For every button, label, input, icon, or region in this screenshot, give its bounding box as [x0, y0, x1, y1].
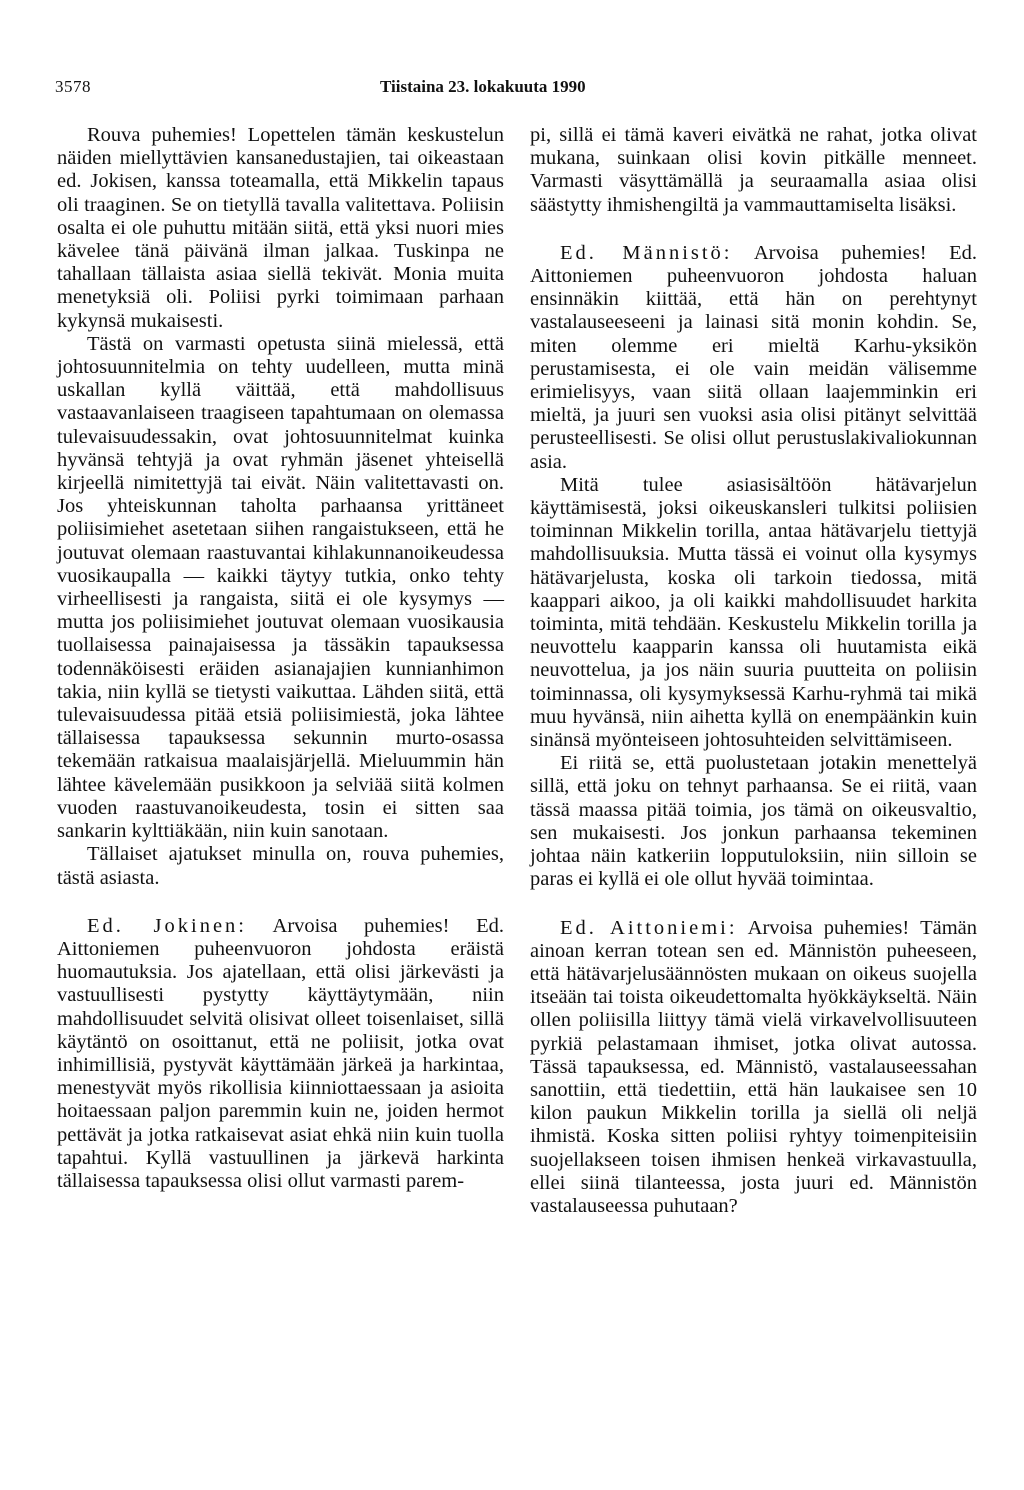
speech-mannisto	[530, 242, 977, 474]
page-number: 3578	[55, 77, 91, 96]
paragraph: Tällaiset ajatukset minulla on, rouva puhemies, tästä asiasta.	[57, 843, 504, 889]
speaker-name: Ed. Jokinen:	[87, 914, 248, 937]
left-column	[57, 124, 504, 1193]
paragraph: pi, sillä ei tämä kaveri eivätkä ne rahat, jotka olivat mukana, suinkaan olisi kovin pitkälle menneet. Varmasti väsyttämällä ja seuraamalla asiaa olisi säästytty ihmishengiltä ja vammauttamiselta lisäksi.	[530, 124, 977, 216]
speaker-name: Ed. Aittoniemi:	[560, 916, 738, 939]
speech-text: Arvoisa puhemies! Ed. Aittoniemen puheenvuoron johdosta haluan ensinnäkin kiittää, että hän on perehtynyt vastalauseeseeni ja lainasi sitä monin kohdin. Se, miten olemme eri mieltä Karhu-yksikön perustamisesta, ei ole vain meidän välisemme erimielisyys, vaan siitä ollaan laajemminkin eri mieltä, ja juuri sen vuoksi asia olisi pitänyt selvittää perusteellisesti. Se olisi ollut perustuslakivaliokunnan asia.	[530, 241, 977, 473]
paragraph: Mitä tulee asiasisältöön hätävarjelun käyttämisestä, joksi oikeuskansleri tulkitsi poliisien toiminnan Mikkelin torilla, antaa hätävarjelu tiettyjä mahdollisuuksia. Mutta tässä ei voinut olla kysymys hätävarjelusta, koska oli tarkoin tiedossa, mitä kaappari aikoo, ja oli kaikki mahdollisuudet harkita toiminta, mitä tehdään. Keskustelu Mikkelin torilla ja neuvottelu kaapparin kanssa oli huutamista eikä neuvottelua, ja jos näin suuria puutteita on poliisin toiminnassa, oli kysymyksessä Karhu-ryhmä tai mikä muu hyvänsä, niin aihetta kyllä on enempäänkin kuin sinänsä myönteiseen johtosuhteiden selvittämiseen.	[530, 473, 977, 752]
paragraph: Rouva puhemies! Lopettelen tämän keskustelun näiden miellyttävien kansanedustajien, tai oikeastaan ed. Jokisen, kanssa toteamalla, että Mikkelin tapaus oli traaginen. Se on tietyllä tavalla valitettava. Poliisin osalta ei ole puhuttu mitään siitä, että yksi nuori mies kävelee tänä päivänä ilman jalkaa. Tuskinpa ne tahallaan tällaista asiaa siellä tekivät. Monia muita menetyksiä oli. Poliisi pyrki toimimaan parhaan kykynsä mukaisesti.	[57, 124, 504, 332]
speaker-name: Ed. Männistö:	[560, 241, 733, 264]
paragraph: Tästä on varmasti opetusta siinä mielessä, että johtosuunnitelmia on tehty uudelleen, mutta minä uskallan kyllä väittää, että mahdollisuus vastaavanlaiseen traagiseen tapahtumaan on olemassa tulevaisuudessakin, ovat johtosuunnitelmat kuinka hyvänsä tehtyjä ja ovat ryhmän jäsenet yhteisellä kirjeellä nimitettyjä tai eivät. Näin valitettavasti on. Jos yhteiskunnan taholta parhaansa yrittäneet poliisimiehet asetetaan siihen rangaistukseen, että he joutuvat olemaan raastuvantai kihlakunnanoikeudessa vuosikaupalla — kaikki täytyy tutkia, onko tehty virheellisesti ja rangaista, siitä ei ole kysymys — mutta jos poliisimiehet joutuvat olemaan vuosikausia tuollaisessa painajaisessa ja tässäkin tapauksessa todennäköisesti eräiden asianajajien kunnianhimon takia, niin kyllä se tietysti vaikuttaa. Lähden siitä, että tulevaisuudessa pitää etsiä poliisimiestä, joka lähtee tällaisessa tapauksessa sekunnin murto-osassa tekemään ratkaisua maalaisjärjellä. Mieluummin hän lähtee kävelemään pusikkoon ja selviää siitä kolmen vuoden raastuvanoikeudesta, tosin ei sitten saa sankarin kylttiäkään, niin kuin sanotaan.	[57, 332, 504, 843]
speech-aittoniemi	[530, 917, 977, 1219]
right-column	[530, 124, 977, 1218]
page-date-header: Tiistaina 23. lokakuuta 1990	[380, 77, 586, 96]
speech-jokinen	[57, 915, 504, 1193]
speech-text: Arvoisa puhemies! Tämän ainoan kerran totean sen ed. Männistön puheeseen, että hätävarjelusäännösten mukaan on oikeus suojella itseään tai toista oikeudettomalta hyökkäykseltä. Näin ollen poliisilla liittyy tämä vielä virkavelvollisuuteen pyrkiä pelastamaan ihmiset, jotka olivat autossa. Tässä tapauksessa, ed. Männistö, vastalauseessahan sanottiin, että tiedettiin, että hän laukaisee sen 10 kilon paukun Mikkelin torilla ja siellä oli neljä ihmistä. Koska sitten poliisi ryhtyy toimenpiteisiin suojellakseen toisen ihmisen henkeä virkavastuulla, ellei siinä tilanteessa, josta juuri ed. Männistön vastalauseessa puhutaan?	[530, 916, 977, 1217]
speech-text: Arvoisa puhemies! Ed. Aittoniemen puheenvuoron johdosta eräistä huomautuksia. Jos ajatellaan, että olisi järkevästi ja vastuullisesti pystytty käyttäytymään, niin mahdollisuudet selvitä olisivat olleet toisenlaiset, sillä käytäntö on osoittanut, että ne poliisit, jotka ovat inhimillisiä, pystyvät käyttämään järkeä ja harkintaa, menestyvät myös rikollisia kiinniottaessaan ja asioita hoitaessaan paljon paremmin kuin ne, joiden hermot pettävät ja jotka ratkaisevat asiat ehkä niin kuin tuolla tapahtui. Kyllä vastuullinen ja järkevä harkinta tällaisessa tapauksessa olisi ollut varmasti parem-	[57, 914, 504, 1192]
paragraph: Ei riitä se, että puolustetaan jotakin menettelyä sillä, että joku on tehnyt parhaansa. Se ei riitä, vaan tässä maassa pitää toimia, jos tämä on oikeusvaltio, sen mukaisesti. Jos jonkun parhaansa tekeminen johtaa näin katkeriin lopputuloksiin, niin silloin se paras ei kyllä ei ole ollut hyvää toimintaa.	[530, 752, 977, 891]
